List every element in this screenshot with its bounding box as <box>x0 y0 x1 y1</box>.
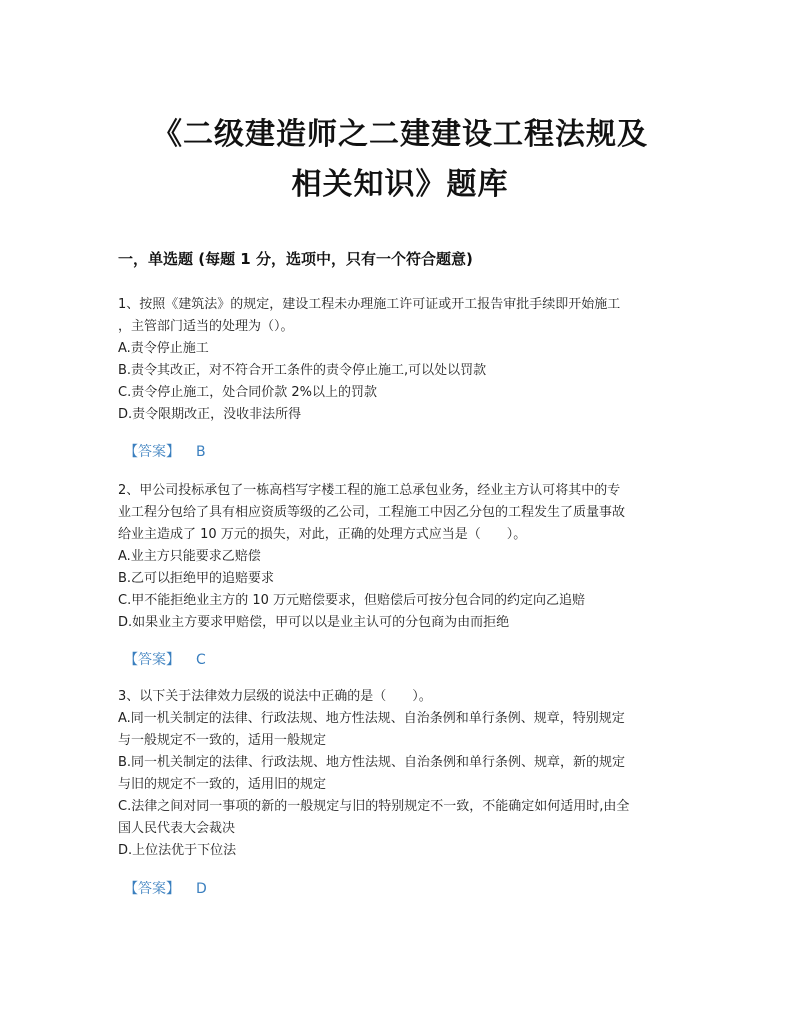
answer-1 <box>124 442 206 462</box>
document-title <box>100 110 700 210</box>
option-d: D.上位法优于下位法 <box>118 843 237 858</box>
question-stem-line: 业工程分包给了具有相应资质等级的乙公司，工程施工中因乙分包的工程发生了质量事故 <box>118 505 626 520</box>
option-c-continued: 国人民代表大会裁决 <box>118 821 236 836</box>
option-d: D.如果业主方要求甲赔偿，甲可以以是业主认可的分包商为由而拒绝 <box>118 615 510 630</box>
option-a: A.业主方只能要求乙赔偿 <box>118 549 261 564</box>
option-c: C.责令停止施工，处合同价款 2%以上的罚款 <box>118 385 377 400</box>
question-2 <box>118 480 686 634</box>
answer-value: C <box>196 652 206 668</box>
answer-label: 【答案】 <box>124 881 180 897</box>
answer-value: D <box>196 881 207 897</box>
question-stem-line: 3、以下关于法律效力层级的说法中正确的是（ ）。 <box>118 689 432 704</box>
option-b: B.责令其改正，对不符合开工条件的责令停止施工,可以处以罚款 <box>118 363 487 378</box>
answer-value: B <box>196 444 206 460</box>
question-3 <box>118 686 686 862</box>
option-a: A.责令停止施工 <box>118 341 209 356</box>
option-b: B.乙可以拒绝甲的追赔要求 <box>118 571 275 586</box>
option-b-continued: 与旧的规定不一致的，适用旧的规定 <box>118 777 327 792</box>
option-d: D.责令限期改正，没收非法所得 <box>118 407 302 422</box>
answer-3 <box>124 879 207 899</box>
answer-label: 【答案】 <box>124 444 180 460</box>
option-b: B.同一机关制定的法律、行政法规、地方性法规、自治条例和单行条例、规章，新的规定 <box>118 755 626 770</box>
option-a-continued: 与一般规定不一致的，适用一般规定 <box>118 733 327 748</box>
question-stem-line: 给业主造成了 10 万元的损失，对此，正确的处理方式应当是（ ）。 <box>118 527 527 542</box>
question-1 <box>118 294 686 426</box>
option-a: A.同一机关制定的法律、行政法规、地方性法规、自治条例和单行条例、规章，特别规定 <box>118 711 625 726</box>
question-stem-line: ，主管部门适当的处理为（）。 <box>118 319 294 334</box>
answer-2 <box>124 650 206 670</box>
answer-label: 【答案】 <box>124 652 180 668</box>
option-c: C.法律之间对同一事项的新的一般规定与旧的特别规定不一致，不能确定如何适用时,由全 <box>118 799 630 814</box>
question-stem-line: 1、按照《建筑法》的规定，建设工程未办理施工许可证或开工报告审批手续即开始施工 <box>118 297 621 312</box>
option-c: C.甲不能拒绝业主方的 10 万元赔偿要求，但赔偿后可按分包合同的约定向乙追赔 <box>118 593 586 608</box>
section-heading: 一，单选题 (每题 1 分，选项中，只有一个符合题意) <box>118 250 473 268</box>
title-line-2: 相关知识》题库 <box>291 167 509 202</box>
question-stem-line: 2、甲公司投标承包了一栋高档写字楼工程的施工总承包业务，经业主方认可将其中的专 <box>118 483 621 498</box>
title-line-1: 《二级建造师之二建建设工程法规及 <box>152 117 648 152</box>
